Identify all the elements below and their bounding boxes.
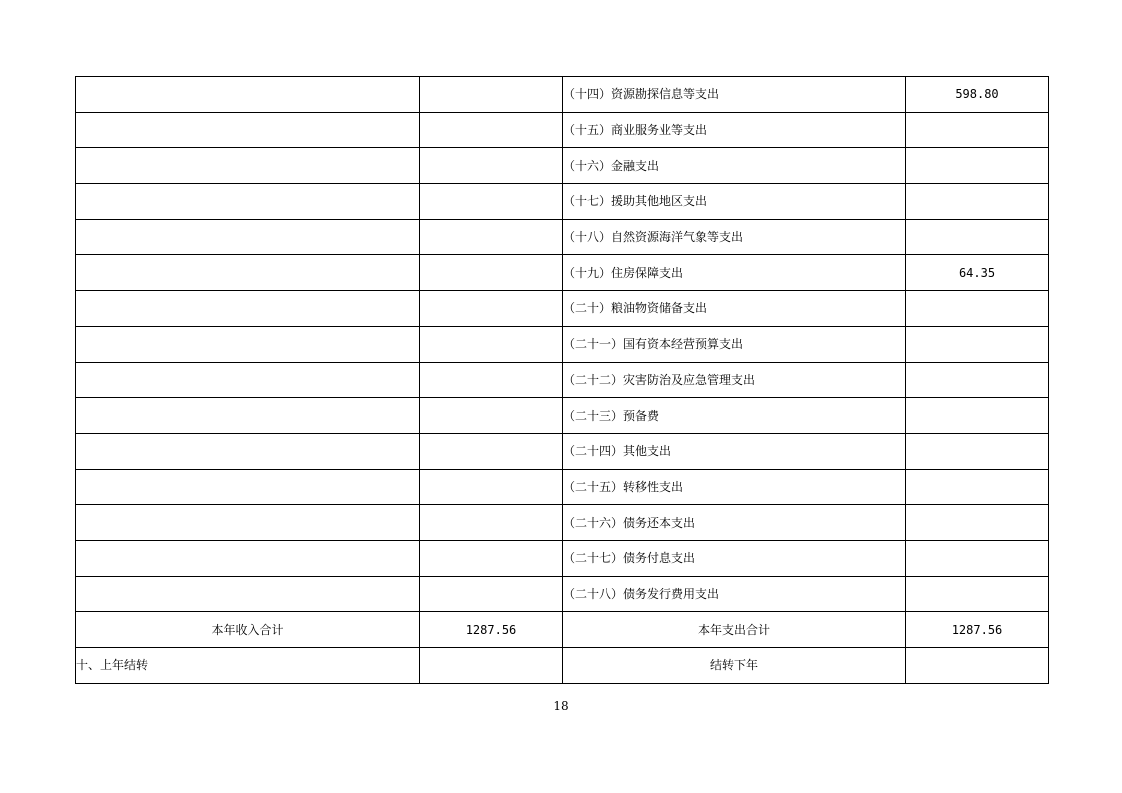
table-row [76,398,1049,434]
table-row [76,505,1049,541]
carryover-row [76,648,1049,684]
income-item-cell [76,576,420,612]
expenditure-item-cell: （十九）住房保障支出 [563,255,906,291]
budget-table [75,76,1049,684]
income-amount-cell [420,326,563,362]
income-total-amount: 1287.56 [420,612,563,648]
table-row [76,469,1049,505]
income-item-cell [76,184,420,220]
expenditure-item-cell: （二十三）预备费 [563,398,906,434]
income-amount-cell [420,112,563,148]
income-amount-cell [420,219,563,255]
expenditure-amount-cell [906,433,1049,469]
expenditure-item-cell: （二十六）债务还本支出 [563,505,906,541]
income-total-label: 本年收入合计 [76,612,420,648]
table-row [76,255,1049,291]
expenditure-item-cell: （二十二）灾害防治及应急管理支出 [563,362,906,398]
expenditure-amount-cell [906,219,1049,255]
income-item-cell [76,362,420,398]
table-row [76,362,1049,398]
expenditure-amount-cell [906,398,1049,434]
table-row [76,112,1049,148]
income-amount-cell [420,291,563,327]
income-amount-cell [420,255,563,291]
expenditure-amount-cell [906,112,1049,148]
expenditure-item-cell: （二十五）转移性支出 [563,469,906,505]
carry-to-next-year-label: 结转下年 [563,648,906,684]
income-amount-cell [420,398,563,434]
carry-to-next-year-amount [906,648,1049,684]
income-item-cell [76,398,420,434]
expenditure-item-cell: （二十一）国有资本经营预算支出 [563,326,906,362]
expenditure-item-cell: （二十七）债务付息支出 [563,540,906,576]
prior-year-carryover-amount [420,648,563,684]
expenditure-amount-cell: 64.35 [906,255,1049,291]
income-amount-cell [420,433,563,469]
table-row [76,184,1049,220]
income-amount-cell [420,362,563,398]
expenditure-item-cell: （十五）商业服务业等支出 [563,112,906,148]
expenditure-amount-cell: 598.80 [906,77,1049,113]
expenditure-amount-cell [906,505,1049,541]
table-row [76,77,1049,113]
expenditure-item-cell: （十四）资源勘探信息等支出 [563,77,906,113]
table-row [76,576,1049,612]
page-number: 18 [553,699,569,713]
income-item-cell [76,469,420,505]
table-row [76,148,1049,184]
income-amount-cell [420,576,563,612]
income-item-cell [76,77,420,113]
income-amount-cell [420,77,563,113]
prior-year-carryover-label: 十、上年结转 [76,648,420,684]
expenditure-amount-cell [906,540,1049,576]
income-amount-cell [420,184,563,220]
expenditure-item-cell: （十六）金融支出 [563,148,906,184]
expenditure-amount-cell [906,326,1049,362]
expenditure-item-cell: （十七）援助其他地区支出 [563,184,906,220]
income-amount-cell [420,148,563,184]
totals-row [76,612,1049,648]
income-item-cell [76,255,420,291]
table-row [76,326,1049,362]
income-amount-cell [420,505,563,541]
expenditure-item-cell: （二十四）其他支出 [563,433,906,469]
expenditure-total-amount: 1287.56 [906,612,1049,648]
income-amount-cell [420,469,563,505]
income-item-cell [76,505,420,541]
expenditure-item-cell: （十八）自然资源海洋气象等支出 [563,219,906,255]
table-row [76,291,1049,327]
income-item-cell [76,540,420,576]
expenditure-amount-cell [906,184,1049,220]
income-item-cell [76,433,420,469]
income-amount-cell [420,540,563,576]
expenditure-item-cell: （二十）粮油物资储备支出 [563,291,906,327]
budget-table-body [76,77,1049,684]
expenditure-amount-cell [906,148,1049,184]
income-item-cell [76,112,420,148]
expenditure-item-cell: （二十八）债务发行费用支出 [563,576,906,612]
expenditure-amount-cell [906,291,1049,327]
table-row [76,540,1049,576]
expenditure-amount-cell [906,469,1049,505]
expenditure-amount-cell [906,362,1049,398]
expenditure-amount-cell [906,576,1049,612]
income-item-cell [76,326,420,362]
income-item-cell [76,291,420,327]
table-row [76,433,1049,469]
table-row [76,219,1049,255]
income-item-cell [76,148,420,184]
income-item-cell [76,219,420,255]
expenditure-total-label: 本年支出合计 [563,612,906,648]
